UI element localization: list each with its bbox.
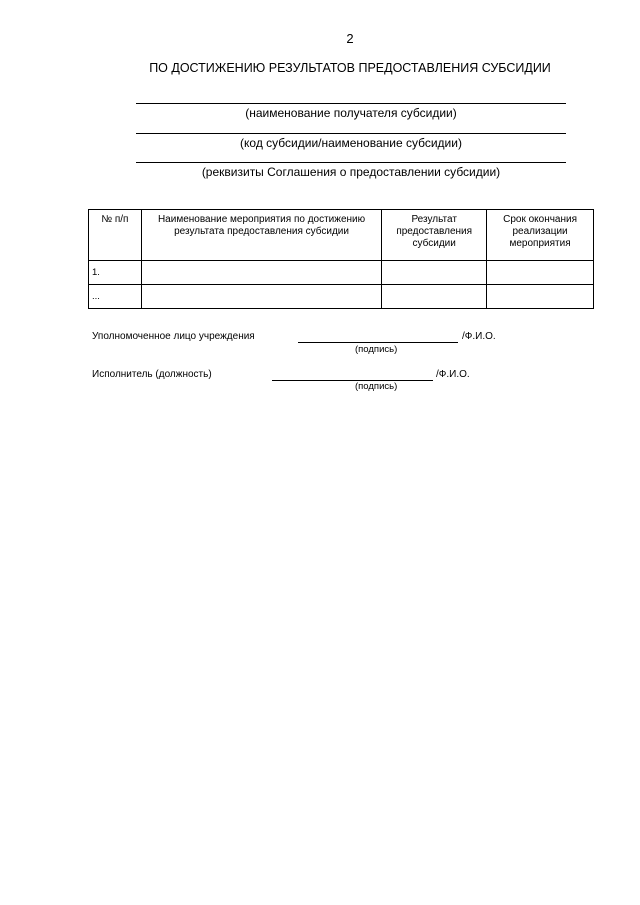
subsidy-code-caption: (код субсидии/наименование субсидии) <box>240 136 462 150</box>
header-deadline: Срок окончания реализации мероприятия <box>487 210 594 261</box>
table-cell[interactable]: 1. <box>89 261 142 285</box>
subsidy-code-line <box>136 133 566 134</box>
page-number: 2 <box>346 31 354 46</box>
table-header-row <box>89 210 594 261</box>
executor-fio-label: /Ф.И.О. <box>436 369 470 380</box>
table-cell[interactable] <box>487 285 594 309</box>
authorized-signature-caption: (подпись) <box>355 344 398 355</box>
table-cell[interactable] <box>382 261 487 285</box>
authorized-person-label: Уполномоченное лицо учреждения <box>92 331 255 342</box>
agreement-details-caption: (реквизиты Соглашения о предоставлении субсидии) <box>201 165 501 179</box>
table-cell[interactable]: ... <box>89 285 142 309</box>
header-number: № п/п <box>89 210 142 261</box>
results-table <box>88 209 594 309</box>
authorized-signature-line[interactable] <box>298 342 458 343</box>
table-cell[interactable] <box>141 285 381 309</box>
header-activity: Наименование мероприятия по достижению результата предоставления субсидии <box>141 210 381 261</box>
table-cell[interactable] <box>382 285 487 309</box>
header-result: Результат предоставления субсидии <box>382 210 487 261</box>
table-row <box>89 285 594 309</box>
executor-label: Исполнитель (должность) <box>92 369 212 380</box>
executor-signature-caption: (подпись) <box>355 381 398 392</box>
recipient-name-caption: (наименование получателя субсидии) <box>245 106 457 120</box>
executor-signature-line[interactable] <box>272 380 433 381</box>
agreement-details-line <box>136 162 566 163</box>
authorized-fio-label: /Ф.И.О. <box>462 331 496 342</box>
table-row <box>89 261 594 285</box>
recipient-name-line <box>136 103 566 104</box>
table-cell[interactable] <box>487 261 594 285</box>
table-cell[interactable] <box>141 261 381 285</box>
document-title: ПО ДОСТИЖЕНИЮ РЕЗУЛЬТАТОВ ПРЕДОСТАВЛЕНИЯ СУБСИДИИ <box>149 61 551 75</box>
